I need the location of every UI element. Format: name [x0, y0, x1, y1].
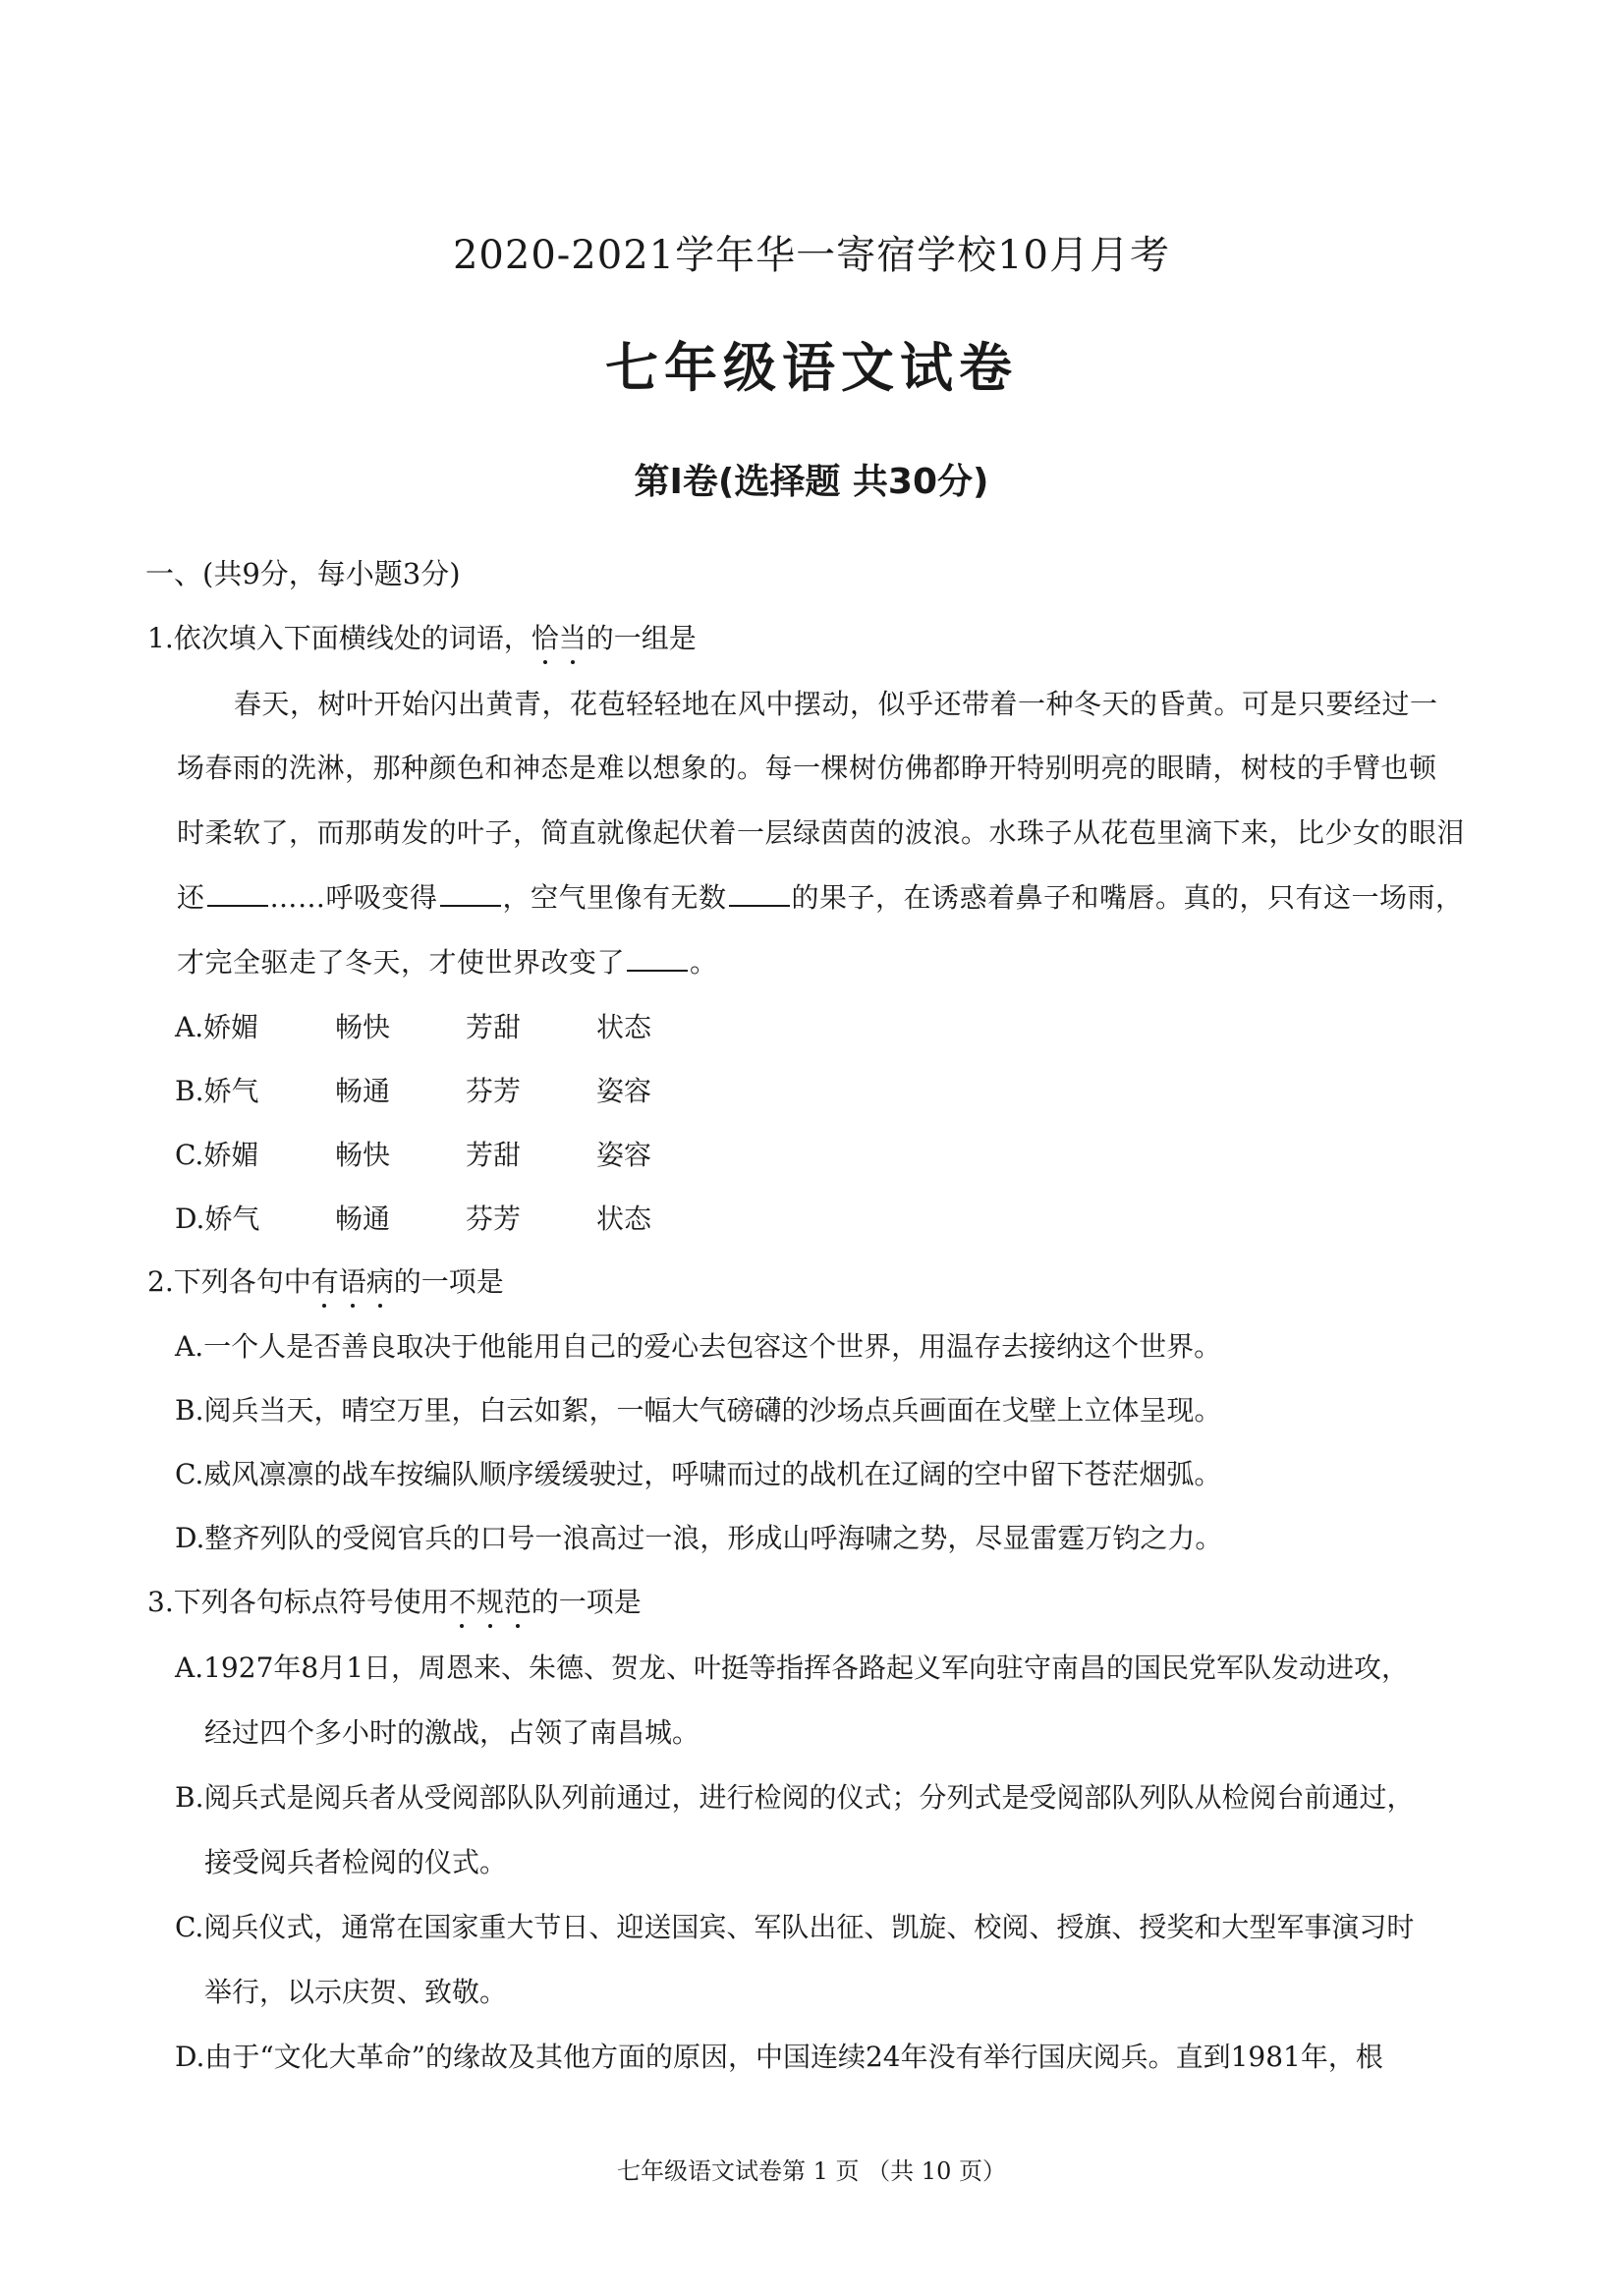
passage-line-blanks: [177, 876, 1464, 916]
emphasis-dot: [351, 1304, 355, 1308]
option-word: 芳甜: [466, 1011, 522, 1043]
fill-blank: [207, 881, 268, 907]
emphasis-dot: [322, 1304, 326, 1308]
question-stem-text: 的一项是: [531, 1586, 642, 1618]
passage-line: 春天，树叶开始闪出黄青，花苞轻轻地在风中摆动，似乎还带着一种冬天的昏黄。可是只要经过一: [234, 688, 1438, 720]
option-word: 芳甜: [466, 1139, 522, 1171]
question-stem-text: 的一组是: [586, 622, 697, 654]
emphasis-text: 有语病: [310, 1265, 394, 1298]
emphasis-dot: [516, 1624, 520, 1628]
option-text-continued: 接受阅兵者检阅的仪式。: [204, 1846, 508, 1878]
passage-text: 的果子，在诱惑着鼻子和嘴唇。真的，只有这一场雨，: [791, 881, 1464, 914]
option-word: 畅通: [335, 1203, 391, 1235]
option-word: 状态: [596, 1203, 652, 1235]
option-text: D.整齐列队的受阅官兵的口号一浪高过一浪，形成山呼海啸之势，尽显雷霆万钧之力。: [175, 1522, 1223, 1554]
passage-text: 还: [177, 881, 205, 914]
question-stem-text: 2.下列各句中: [147, 1265, 311, 1298]
emphasis-text: 不规范: [448, 1586, 532, 1618]
school-title: 2020-2021学年华一寄宿学校10月月考: [452, 233, 1170, 278]
question-stem-text: 3.下列各句标点符号使用: [147, 1586, 449, 1618]
option-text: B.阅兵当天，晴空万里，白云如絮，一幅大气磅礴的沙场点兵画面在戈壁上立体呈现。: [175, 1394, 1222, 1427]
fill-blank: [627, 946, 688, 972]
option-text-continued: 举行，以示庆贺、致敬。: [204, 1976, 508, 2008]
emphasis-dot: [488, 1624, 492, 1628]
option-text: A.一个人是否善良取决于他能用自己的爱心去包容这个世界，用温存去接纳这个世界。: [175, 1330, 1222, 1363]
emphasis-dotted: [449, 1586, 532, 1618]
option-word: 姿容: [596, 1139, 652, 1171]
question-1-stem: [147, 617, 697, 656]
passage-line: 时柔软了，而那萌发的叶子，简直就像起伏着一层绿茵茵的波浪。水珠子从花苞里滴下来，比少女的眼泪: [177, 816, 1466, 849]
passage-line: 场春雨的洗淋，那种颜色和神态是难以想象的。每一棵树仿佛都睁开特别明亮的眼睛，树枝的手臂也顿: [177, 752, 1437, 784]
option-text: C.阅兵仪式，通常在国家重大节日、迎送国宾、军队出征、凯旋、校阅、授旗、授奖和大型军事演习时: [175, 1911, 1415, 1943]
option-text: B.阅兵式是阅兵者从受阅部队队列前通过，进行检阅的仪式；分列式是受阅部队列队从检阅台前通过，: [175, 1781, 1415, 1814]
section-heading: 一、(共9分，每小题3分): [145, 557, 461, 590]
emphasis-dot: [378, 1304, 382, 1308]
option-label: C.娇媚: [175, 1139, 259, 1171]
volume-title: 第Ⅰ卷(选择题 共30分): [634, 462, 989, 502]
question-2-stem: [147, 1260, 504, 1300]
emphasis-dotted: [311, 1265, 394, 1298]
option-text-continued: 经过四个多小时的激战，占领了南昌城。: [204, 1716, 700, 1749]
fill-blank: [729, 881, 790, 907]
page-footer: 七年级语文试卷第 1 页 （共 10 页）: [617, 2157, 1006, 2185]
option-row: [175, 1134, 727, 1173]
question-stem-text: 1.依次填入下面横线处的词语，: [147, 622, 532, 654]
passage-text: 才完全驱走了冬天，才使世界改变了: [177, 946, 626, 979]
option-label: B.娇气: [175, 1075, 259, 1107]
passage-text: 。: [690, 946, 718, 979]
option-text: D.由于“文化大革命”的缘故及其他方面的原因，中国连续24年没有举行国庆阅兵。直到1981年，根: [175, 2041, 1383, 2073]
emphasis-dot: [460, 1624, 464, 1628]
option-word: 姿容: [596, 1075, 652, 1107]
option-word: 畅通: [335, 1075, 391, 1107]
emphasis-dotted: [532, 622, 587, 654]
fill-blank: [440, 881, 501, 907]
option-word: 芬芳: [466, 1203, 522, 1235]
option-label: A.娇媚: [175, 1011, 259, 1043]
option-word: 畅快: [335, 1139, 391, 1171]
option-word: 芬芳: [466, 1075, 522, 1107]
option-word: 畅快: [335, 1011, 391, 1043]
option-row: [175, 1070, 727, 1109]
passage-line-blanks: [177, 941, 718, 980]
question-3-stem: [147, 1581, 642, 1620]
option-label: D.娇气: [175, 1203, 260, 1235]
emphasis-dot: [571, 660, 575, 664]
option-row: [175, 1198, 727, 1237]
emphasis-text: 恰当: [531, 622, 587, 654]
option-text: A.1927年8月1日，周恩来、朱德、贺龙、叶挺等指挥各路起义军向驻守南昌的国民党军队发动进攻，: [175, 1652, 1410, 1684]
exam-title: 七年级语文试卷: [605, 337, 1018, 399]
option-row: [175, 1006, 727, 1045]
passage-text: ，空气里像有无数: [502, 881, 727, 914]
passage-text: ……呼吸变得: [269, 881, 438, 914]
emphasis-dot: [543, 660, 547, 664]
option-text: C.威风凛凛的战车按编队顺序缓缓驶过，呼啸而过的战机在辽阔的空中留下苍茫烟弧。: [175, 1458, 1222, 1490]
question-stem-text: 的一项是: [393, 1265, 504, 1298]
option-word: 状态: [596, 1011, 652, 1043]
